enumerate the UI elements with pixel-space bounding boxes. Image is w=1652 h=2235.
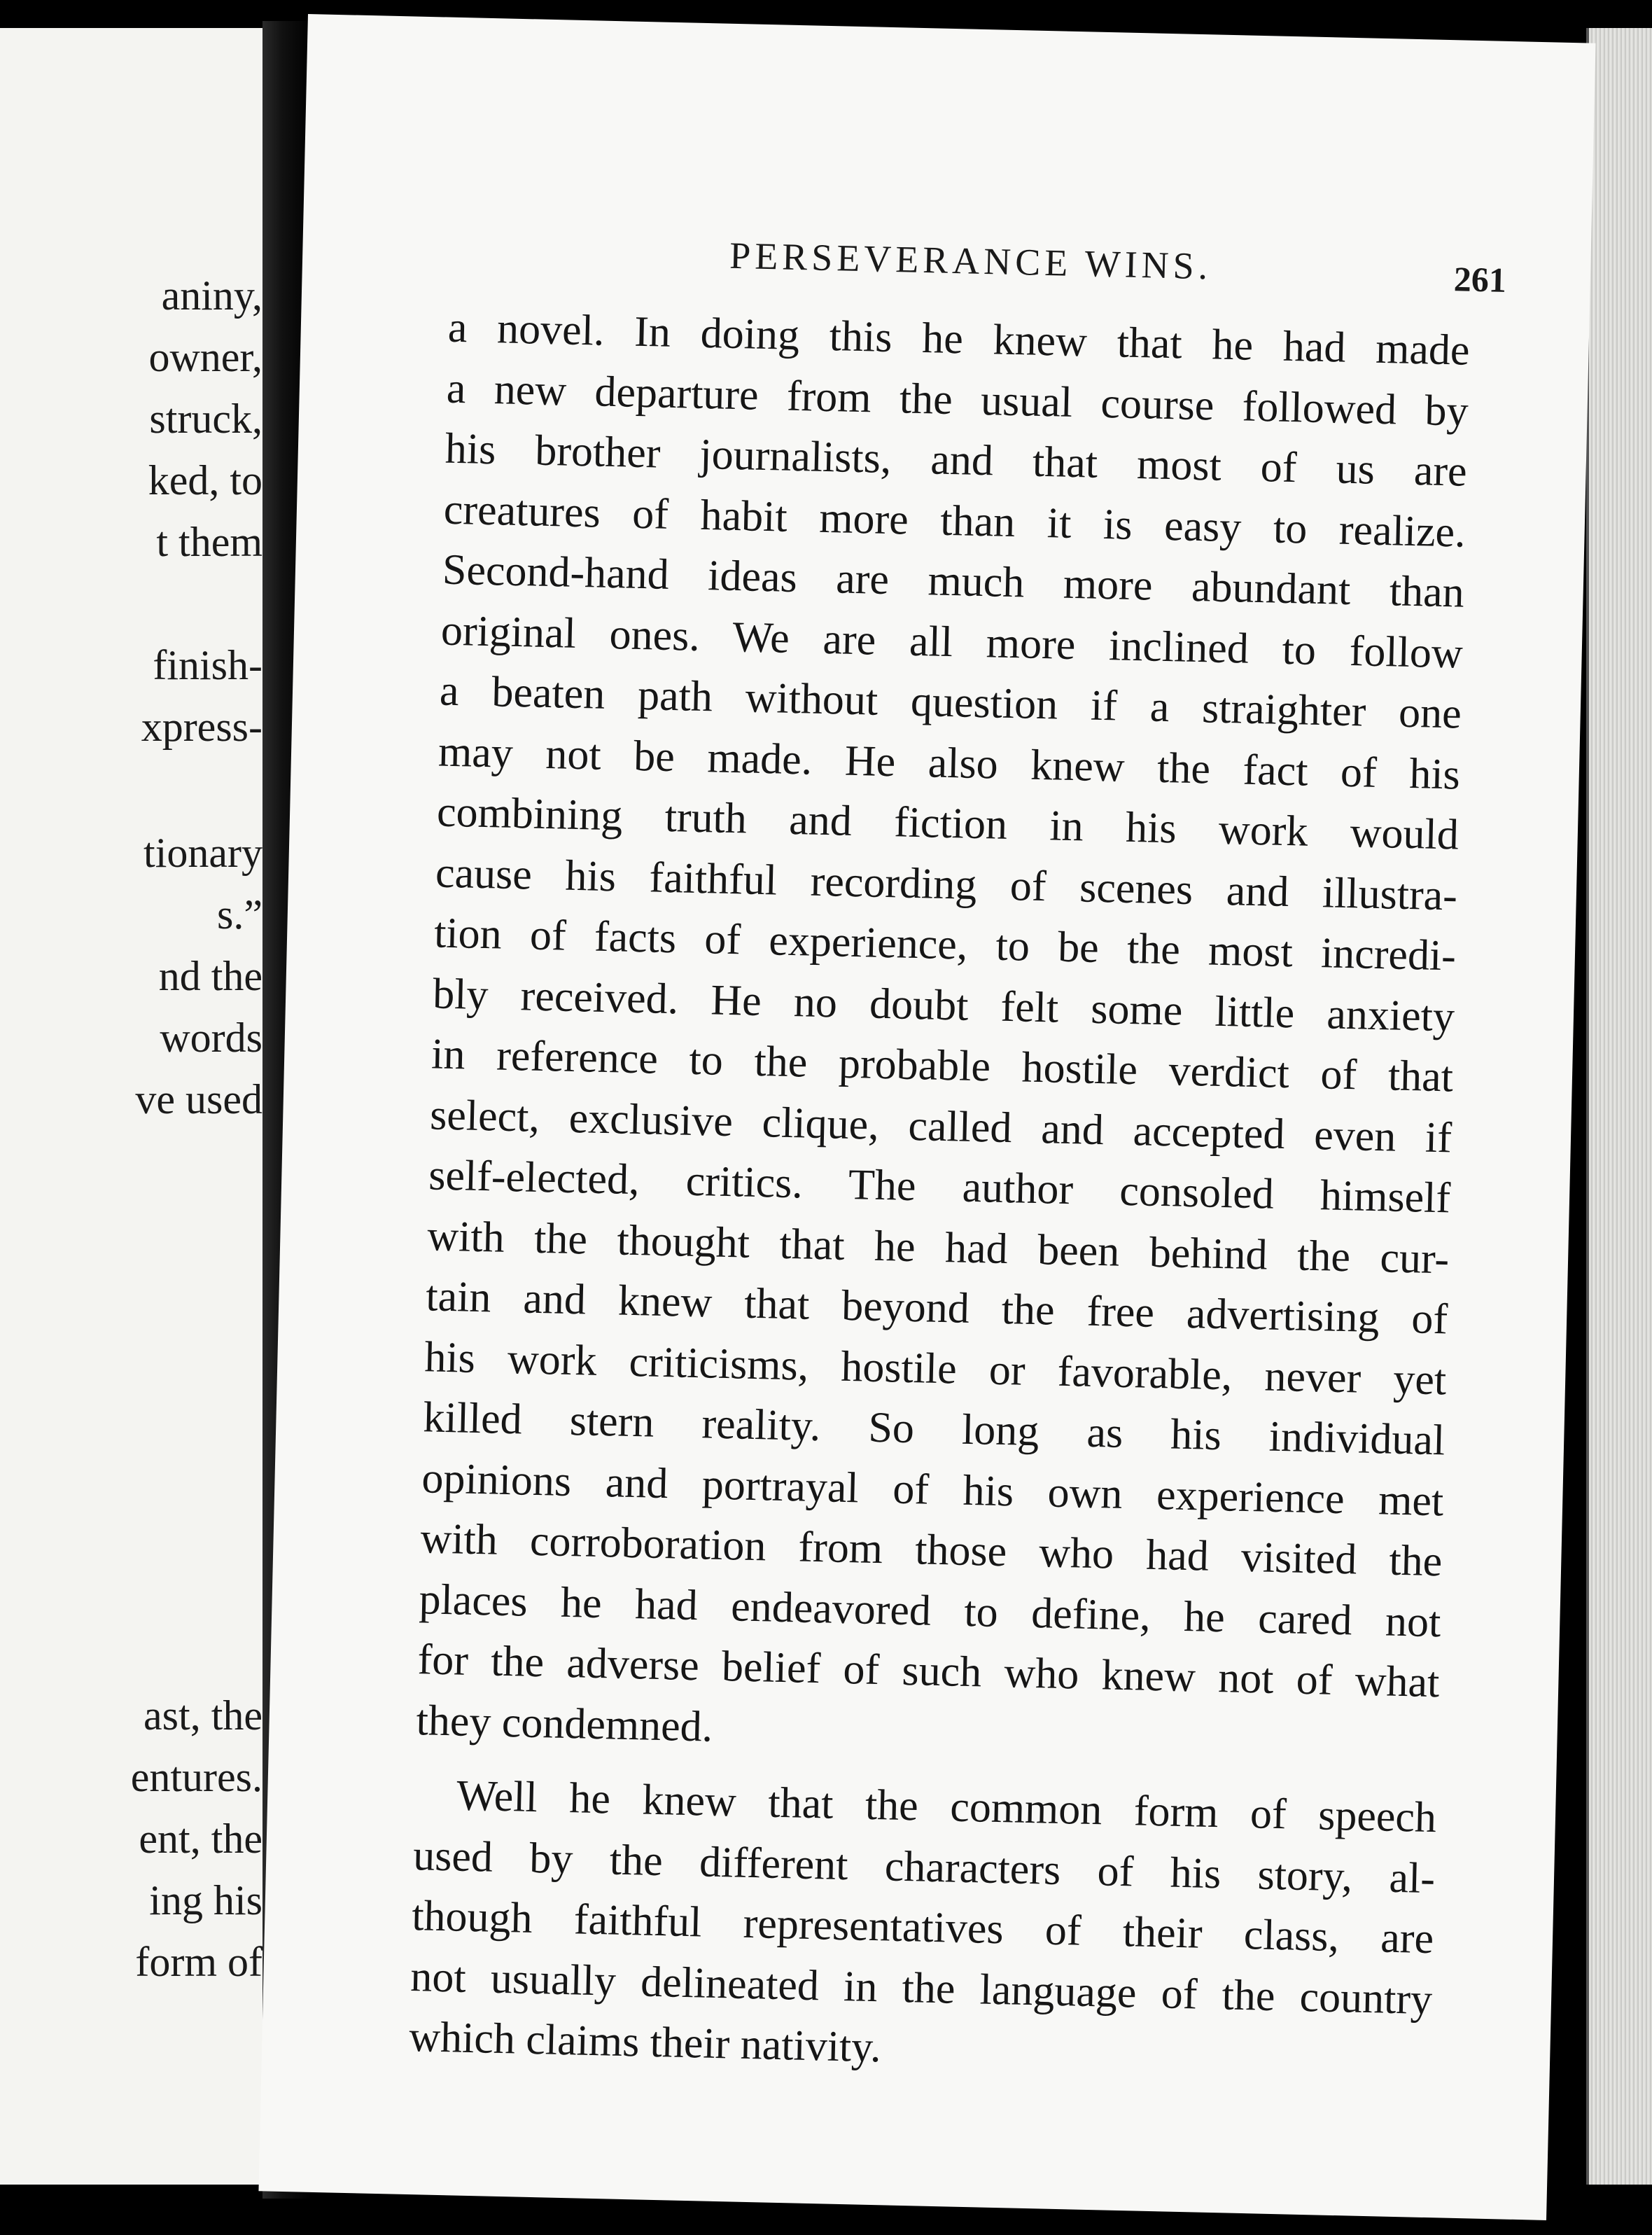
left-page-text-fragments [0,28,270,2185]
text-line: cause his faithful recording of scenes and illustra- [435,848,1458,920]
text-line: original ones. We are all more inclined to follow [440,606,1464,678]
paragraph [416,298,1471,1774]
text-line: his brother journalists, and that most of us are [444,424,1468,496]
left-fragment: owner, [148,334,262,380]
text-line: Second-hand ideas are much more abundant than [442,545,1465,617]
body-text [409,298,1471,2091]
text-line: for the adverse belief of such who knew not of what [416,1636,1441,1707]
right-page [258,14,1595,2220]
text-line: with the thought that he had been behind the cur- [426,1211,1450,1283]
left-fragment: entures. [130,1754,262,1800]
text-line: opinions and portrayal of his own experience met [421,1454,1445,1525]
left-fragment: struck, [149,396,262,442]
text-line: in reference to the probable hostile verdict of that [430,1030,1454,1101]
text-line: a beaten path without question if a straighter one [439,667,1462,738]
left-fragment: form of [135,1939,262,1985]
text-line: a novel. In doing this he knew that he had made [447,303,1471,375]
left-fragment: tionary [144,830,262,876]
left-fragment: finish- [153,642,262,688]
page-number: 261 [1453,259,1507,300]
text-line: places he had endeavored to define, he cared not [418,1575,1442,1646]
text-line: Well he knew that the common form of speech [456,1771,1437,1842]
left-fragment: words [160,1015,262,1061]
running-head: PERSEVERANCE WINS. [729,234,1212,288]
text-line: they condemned. [415,1696,713,1751]
text-line: a new departure from the usual course followed by [446,364,1469,436]
left-fragment: aniny, [161,272,262,319]
text-line: select, exclusive clique, called and accepted even if [429,1090,1452,1162]
left-fragment: t them [156,519,262,565]
text-line: combining truth and fiction in his work would [436,788,1460,859]
paragraph [409,1764,1437,2091]
text-line: self-elected, critics. The author consoled himself [428,1151,1451,1223]
text-line: though faithful representatives of their class, are [411,1892,1434,1963]
text-line: which claims their nativity. [408,2013,882,2072]
left-fragment: ing his [149,1877,262,1923]
text-line: tain and knew that beyond the free advertising of [425,1272,1448,1344]
left-fragment: ve used [135,1076,262,1122]
text-line: used by the different characters of his story, al- [412,1831,1436,1902]
text-line: may not be made. He also knew the fact of his [438,727,1461,799]
text-line: killed stern reality. So long as his individual [422,1393,1446,1465]
left-fragment: ked, to [148,457,262,503]
left-fragment: nd the [158,953,262,999]
text-line: tion of facts of experience, to be the most incredi- [433,909,1457,980]
text-line: creatures of habit more than it is easy to realize. [443,485,1466,557]
left-fragment: ent, the [139,1816,262,1862]
page-edges [1586,28,1652,2185]
text-line: not usually delineated in the language of the country [410,1952,1433,2024]
text-line: with corroboration from those who had visited the [419,1515,1443,1586]
left-fragment: xpress- [141,704,262,750]
text-line: his work criticisms, hostile or favorable, never yet [424,1332,1447,1404]
left-fragment: ast, the [144,1692,262,1739]
text-line: bly received. He no doubt felt some little anxiety [432,969,1455,1041]
left-fragment: s.” [217,891,262,938]
left-page [0,28,270,2185]
